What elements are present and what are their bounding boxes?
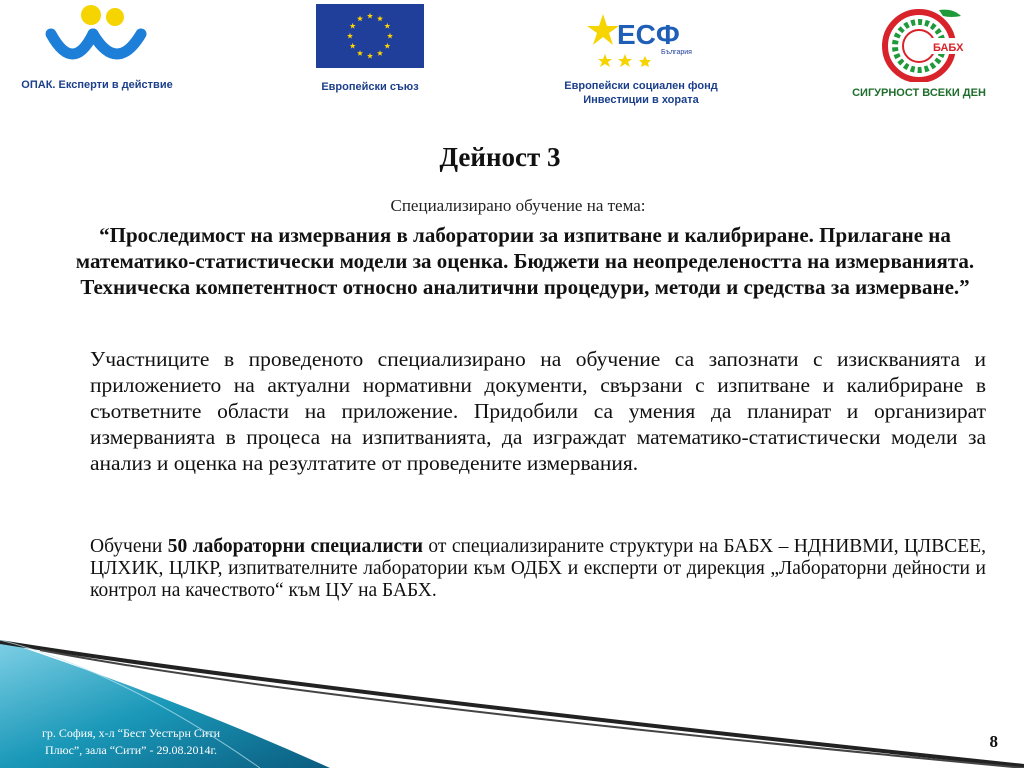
trained-prefix: Обучени [90, 536, 168, 557]
babh-apple-icon [869, 4, 969, 82]
opak-caption: ОПАК. Експерти в действие [21, 79, 173, 91]
trained-count: 50 лабораторни специалисти [167, 536, 424, 557]
trained-suffix: от специализираните структури на БАБХ – НДНИВМИ, ЦЛВСЕЕ, ЦЛХИК, ЦЛКР, изпитвателните лаборатории към ОДБХ и експерти от дирекция „Лабораторни дейности и контрол на качеството“ към ЦУ на БАБХ. [90, 536, 986, 601]
participants-paragraph: Участниците в проведеното специализирано на обучение са запознати с изискванията и приложението на актуални нормативни документи, свързани с изпитване и калибриране в съответните области на приложение. Придобили са умения да планират и организират измерванията в процеса на изпитванията, да изграждат математико-статистически модели за анализ и оценка на резултатите от проведените измервания. [90, 347, 986, 475]
slide-subtitle: Специализирано обучение на тема: [390, 196, 646, 215]
eu-logo [314, 4, 426, 93]
esf-caption-line2: Инвестиции в хората [583, 94, 699, 106]
opak-figures-icon [37, 4, 157, 74]
esf-country-text: България [661, 49, 692, 56]
eu-caption: Европейски съюз [321, 81, 419, 93]
babh-caption: СИГУРНОСТ ВСЕКИ ДЕН [852, 87, 986, 99]
training-topic: “Проследимост на измервания в лаборатории за изпитване и калибриране. Прилагане на математико-статистически модели за оценка. Бюджети на неопределеността на измерванията. Техническа компетентност относно аналитични процедури, методи и средства за измерване.” [75, 223, 975, 299]
eu-flag-icon [316, 4, 424, 68]
esf-mark-icon [581, 4, 701, 68]
babh-mark-text: БАБХ [933, 42, 964, 54]
page-number: 8 [989, 732, 998, 751]
babh-logo [846, 4, 992, 99]
esf-logo [556, 4, 726, 107]
footer-line2: Плюс”, зала “Сити” - 29.08.2014г. [44, 743, 218, 757]
slide-title: Дейност 3 [439, 142, 561, 172]
esf-caption-line1: Европейски социален фонд [564, 80, 718, 92]
esf-mark-text: ЕСФ [617, 19, 680, 50]
footer-venue [6, 725, 256, 759]
opak-logo [14, 4, 180, 91]
trained-paragraph [90, 536, 986, 602]
footer-line1: гр. София, х-л “Бест Уестърн Сити [41, 726, 220, 740]
